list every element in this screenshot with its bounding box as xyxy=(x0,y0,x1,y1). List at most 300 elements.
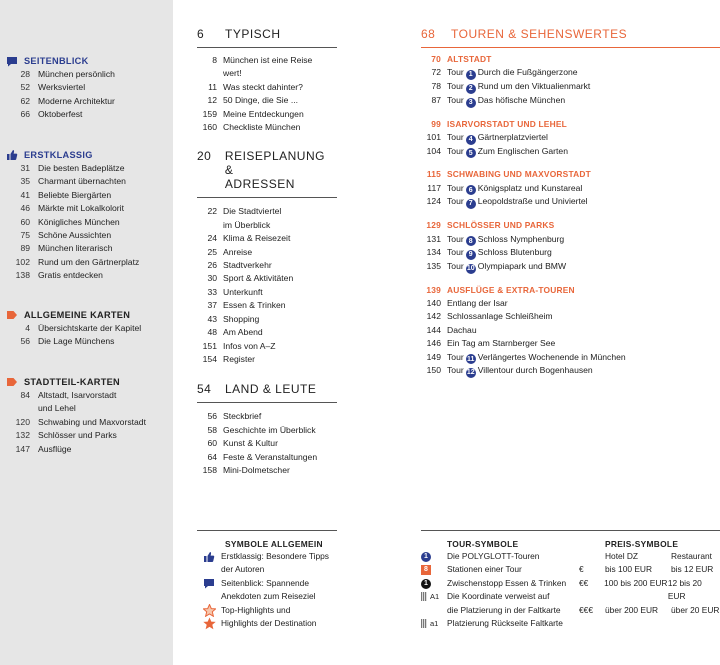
item-label: Checkliste München xyxy=(223,122,301,133)
price-hotel: 100 bis 200 EUR xyxy=(604,577,668,588)
list-item xyxy=(0,242,173,255)
list-item xyxy=(421,94,720,108)
star-outline-icon xyxy=(197,604,221,617)
group-page: 70 xyxy=(431,54,441,64)
legend-spacer xyxy=(197,563,221,576)
price-symbol: €€ xyxy=(579,577,589,588)
list-item xyxy=(0,108,173,121)
item-label: München literarisch xyxy=(38,243,113,254)
erstklassig-heading xyxy=(0,148,173,162)
tour-title: Ein Tag am Starnberger See xyxy=(447,338,556,349)
page-number: 84 xyxy=(20,390,30,400)
tour-title: Villentour durch Bogenhausen xyxy=(477,365,593,376)
page-number: 62 xyxy=(20,95,30,106)
item-label: Gratis entdecken xyxy=(38,270,103,281)
item-label xyxy=(447,145,720,159)
page-number: 120 xyxy=(15,416,30,427)
item-label xyxy=(447,351,720,365)
reiseplanung-title-line2: ADRESSEN xyxy=(224,177,295,192)
page-number: 30 xyxy=(207,273,217,284)
tour-title: Gärtnerplatzviertel xyxy=(477,131,548,142)
item-label: Moderne Architektur xyxy=(38,95,115,106)
legend-preis-list xyxy=(579,563,720,617)
list-item xyxy=(197,464,337,477)
page-number: 43 xyxy=(207,313,217,324)
item-label: München persönlich xyxy=(38,69,115,79)
reiseplanung-heading xyxy=(197,149,337,198)
page-number: 28 xyxy=(20,69,30,79)
item-label: Mini-Dolmetscher xyxy=(223,464,290,475)
food-stop-icon: 1 xyxy=(421,579,431,589)
item-label: Stadtverkehr xyxy=(223,260,272,271)
legend-row xyxy=(421,577,590,590)
list-item xyxy=(0,81,173,94)
item-label xyxy=(447,364,720,378)
tour-symbol xyxy=(421,563,447,576)
legend-row xyxy=(421,550,590,563)
page-number: 60 xyxy=(20,216,30,227)
page-number: 147 xyxy=(15,443,30,454)
group-title: ISARVORSTADT UND LEHEL xyxy=(447,118,567,129)
list-item xyxy=(0,95,173,108)
page-number: 144 xyxy=(426,324,441,335)
legend-spacer xyxy=(197,590,221,603)
list-item xyxy=(0,269,173,282)
page-number: 41 xyxy=(20,189,30,200)
item-label: Shopping xyxy=(223,313,260,324)
page-number xyxy=(0,402,38,415)
typisch-title: TYPISCH xyxy=(225,27,281,41)
toc-column-right xyxy=(421,0,720,378)
page-number: 56 xyxy=(207,411,217,422)
tour-title: Königsplatz und Kunstareal xyxy=(477,182,583,193)
tour-number-badge: 9 xyxy=(466,250,476,260)
page-number: 135 xyxy=(426,260,441,271)
legend-row xyxy=(421,617,590,630)
touren-page: 68 xyxy=(421,27,436,41)
reiseplanung-title xyxy=(225,149,337,191)
list-item xyxy=(421,233,720,247)
group-title: SCHLÖSSER UND PARKS xyxy=(447,220,555,231)
sidebar xyxy=(0,0,173,665)
item-label xyxy=(447,131,720,145)
item-label: Meine Entdeckungen xyxy=(223,108,304,119)
list-item xyxy=(0,416,173,429)
touren-heading xyxy=(421,27,720,48)
price-restaurant: bis 12 EUR xyxy=(671,564,714,575)
legend-row xyxy=(421,590,590,603)
seitenblick-title: SEITENBLICK xyxy=(24,56,89,66)
legend-tour xyxy=(421,530,590,630)
legend-row xyxy=(197,563,337,576)
legend-row xyxy=(197,577,337,590)
tour-title: Schloss Nymphenburg xyxy=(477,233,565,244)
item-label xyxy=(447,246,720,260)
item-label: Altstadt, Isarvorstadt xyxy=(38,390,117,400)
legend-allgemein-title: SYMBOLE ALLGEMEIN xyxy=(225,539,323,549)
tour-number-badge: 4 xyxy=(466,135,476,145)
tour-group-heading xyxy=(421,168,720,181)
star-filled-icon xyxy=(197,617,221,630)
item-label: 50 Dinge, die Sie ... xyxy=(223,95,299,106)
item-label: Die besten Badeplätze xyxy=(38,163,125,173)
typisch-heading xyxy=(197,27,337,48)
page-number xyxy=(197,67,223,80)
item-label: Anreise xyxy=(223,246,253,257)
legend-text: Seitenblick: Spannende xyxy=(221,577,310,588)
list-item xyxy=(197,410,337,423)
item-label xyxy=(447,80,720,94)
item-label: Die Stadtviertel xyxy=(223,206,282,217)
tour-number-badge: 10 xyxy=(466,264,475,272)
allgemeine-karten-section xyxy=(0,308,173,349)
page-number: 160 xyxy=(202,122,217,133)
tour-label: Tour xyxy=(447,94,464,105)
list-item xyxy=(197,340,337,353)
tour-title: Olympiapark und BMW xyxy=(477,260,567,271)
legend-row xyxy=(197,617,337,630)
tour-group-heading xyxy=(421,53,720,66)
reiseplanung-page: 20 xyxy=(197,149,212,164)
legend-preis-header xyxy=(579,550,720,563)
price-restaurant: über 20 EUR xyxy=(671,604,720,615)
tour-label: Tour xyxy=(447,365,464,376)
erstklassig-list xyxy=(0,162,173,283)
list-item xyxy=(421,131,720,145)
tour-title: Schlossanlage Schleißheim xyxy=(447,311,553,322)
list-item xyxy=(0,429,173,442)
item-label: Oktoberfest xyxy=(38,109,83,120)
item-label xyxy=(447,337,720,350)
group-page: 99 xyxy=(431,118,441,129)
legend-text: Erstklassig: Besondere Tipps xyxy=(221,551,329,561)
list-item xyxy=(0,162,173,175)
list-item xyxy=(421,182,720,196)
item-label: Schwabing und Maxvorstadt xyxy=(38,416,146,427)
page-number: 37 xyxy=(207,300,217,311)
tour-symbol xyxy=(421,577,447,590)
list-item xyxy=(197,81,337,94)
item-label: im Überblick xyxy=(223,219,271,230)
toc-column-middle xyxy=(197,0,337,477)
page-number: 149 xyxy=(426,351,441,362)
tour-label: Tour xyxy=(447,196,464,207)
list-item xyxy=(0,322,173,335)
tour-group-heading xyxy=(421,118,720,131)
list-item xyxy=(197,259,337,272)
list-item xyxy=(197,219,337,232)
seitenblick-list xyxy=(0,68,173,122)
legend-text: Highlights der Destination xyxy=(221,618,317,629)
page-number: 151 xyxy=(202,340,217,351)
list-item xyxy=(421,195,720,209)
list-item xyxy=(0,68,173,81)
coordinate-label: a1 xyxy=(430,619,439,629)
tour-number-badge: 12 xyxy=(466,369,475,377)
legend-text: der Autoren xyxy=(221,564,265,575)
tour-label: Tour xyxy=(447,260,464,271)
legend-text: Die Koordinate verweist auf xyxy=(447,591,550,602)
page-number: 56 xyxy=(20,336,30,347)
coordinate-label: A1 xyxy=(430,592,440,602)
landleute-heading xyxy=(197,382,337,403)
item-label: Beliebte Biergärten xyxy=(38,189,112,200)
page-number: 150 xyxy=(426,365,441,376)
list-item xyxy=(197,451,337,464)
tour-group-heading xyxy=(421,219,720,232)
item-label: Am Abend xyxy=(223,327,263,338)
tour-number-badge: 7 xyxy=(466,199,476,209)
list-item xyxy=(421,324,720,337)
tour-label: Tour xyxy=(447,131,464,142)
map-marker-icon xyxy=(0,310,24,320)
legend-preis xyxy=(579,530,720,617)
list-item xyxy=(197,108,337,121)
item-label: Sport & Aktivitäten xyxy=(223,273,294,284)
station-square-icon: 8 xyxy=(421,565,431,575)
group-page: 139 xyxy=(426,284,441,295)
page-number: 134 xyxy=(426,247,441,258)
list-item xyxy=(197,353,337,366)
item-label: Märkte mit Lokalkolorit xyxy=(38,203,124,214)
page-number xyxy=(197,219,223,232)
page-number: 48 xyxy=(207,327,217,338)
legend-text: Platzierung Rückseite Faltkarte xyxy=(447,618,563,629)
list-item xyxy=(0,256,173,269)
page-number: 78 xyxy=(431,81,441,92)
page-number: 89 xyxy=(20,243,30,254)
item-label xyxy=(447,182,720,196)
thumbs-up-icon xyxy=(0,149,24,161)
list-item xyxy=(197,246,337,259)
page-number: 4 xyxy=(25,323,30,333)
tour-symbol xyxy=(421,604,447,617)
list-item xyxy=(421,310,720,323)
speech-bubble-icon xyxy=(197,577,221,590)
item-label xyxy=(447,297,720,310)
tour-number-badge: 3 xyxy=(466,98,476,108)
tour-label: Tour xyxy=(447,182,464,193)
erstklassig-section xyxy=(0,148,173,283)
tour-number-badge: 1 xyxy=(466,70,476,80)
thumbs-up-icon xyxy=(197,550,221,563)
legend-text: Stationen einer Tour xyxy=(447,564,522,575)
list-item xyxy=(197,286,337,299)
list-item xyxy=(421,351,720,365)
touren-title: TOUREN & SEHENSWERTES xyxy=(451,27,628,41)
item-label: Infos von A–Z xyxy=(223,340,276,351)
item-label: und Lehel xyxy=(38,403,76,414)
item-label xyxy=(447,310,720,323)
item-label: Die Lage Münchens xyxy=(38,336,115,347)
legend-row xyxy=(421,563,590,576)
item-label: Schlösser und Parks xyxy=(38,430,117,441)
item-label: Schöne Aussichten xyxy=(38,230,112,241)
item-label: Steckbrief xyxy=(223,411,262,422)
list-item xyxy=(421,337,720,350)
item-label: Übersichtskarte der Kapitel xyxy=(38,323,142,333)
list-item xyxy=(421,145,720,159)
list-item xyxy=(421,246,720,260)
tour-number-badge: 2 xyxy=(466,84,476,94)
list-item xyxy=(0,402,173,415)
list-item xyxy=(197,424,337,437)
page-number: 58 xyxy=(207,424,217,435)
list-item xyxy=(0,443,173,456)
page-number: 131 xyxy=(426,233,441,244)
legend-allgemein xyxy=(197,530,337,630)
page-number: 87 xyxy=(431,94,441,105)
list-item xyxy=(197,121,337,134)
item-label: Rund um den Gärtnerplatz xyxy=(38,256,140,267)
page-number: 142 xyxy=(426,311,441,322)
tour-title: Verlängertes Wochenende in München xyxy=(477,351,626,362)
list-item xyxy=(197,272,337,285)
price-restaurant: 12 bis 20 EUR xyxy=(667,577,702,602)
page-number: 124 xyxy=(426,196,441,207)
list-item xyxy=(0,216,173,229)
legend-row xyxy=(579,604,720,617)
item-label xyxy=(447,324,720,337)
page-number: 75 xyxy=(20,230,30,241)
list-item xyxy=(197,299,337,312)
page-number: 159 xyxy=(202,108,217,119)
tour-symbol xyxy=(421,590,447,603)
preis-header-hotel: Hotel DZ xyxy=(605,551,639,561)
item-label xyxy=(447,195,720,209)
page-number: 24 xyxy=(207,233,217,244)
legend-text: Die POLYGLOTT-Touren xyxy=(447,551,540,561)
item-label: Kunst & Kultur xyxy=(223,438,278,449)
legend-row xyxy=(197,550,337,563)
legend-row xyxy=(197,604,337,617)
page-number: 33 xyxy=(207,286,217,297)
preis-header-restaurant: Restaurant xyxy=(671,551,712,561)
reiseplanung-title-line1: REISEPLANUNG & xyxy=(224,149,325,178)
typisch-list xyxy=(197,54,337,134)
tour-title: Leopoldstraße und Univiertel xyxy=(477,196,588,207)
item-label: Essen & Trinken xyxy=(223,300,286,311)
item-label: Register xyxy=(223,353,255,364)
page-number: 64 xyxy=(207,451,217,462)
list-item xyxy=(421,66,720,80)
page-number: 26 xyxy=(207,260,217,271)
legend-row xyxy=(421,604,590,617)
item-label: Was steckt dahinter? xyxy=(223,81,303,92)
legend-preis-title: PREIS-SYMBOLE xyxy=(605,539,679,549)
item-label: Geschichte im Überblick xyxy=(223,424,316,435)
group-title: SCHWABING UND MAXVORSTADT xyxy=(447,169,591,180)
landleute-title: LAND & LEUTE xyxy=(225,382,317,397)
item-label xyxy=(447,94,720,108)
tour-label: Tour xyxy=(447,67,464,78)
tour-number-badge: 5 xyxy=(466,148,476,158)
legend-row xyxy=(579,577,720,604)
legend-tour-list xyxy=(421,550,590,630)
page-number: 35 xyxy=(20,176,30,187)
group-title: ALTSTADT xyxy=(447,54,492,64)
page-number: 117 xyxy=(427,182,441,193)
tour-label: Tour xyxy=(447,247,464,258)
list-item xyxy=(421,364,720,378)
item-label: München ist eine Reise xyxy=(223,55,313,65)
legend-text: Anekdoten zum Reiseziel xyxy=(221,591,316,602)
page-number: 11 xyxy=(208,81,217,92)
tour-title: Rund um den Viktualienmarkt xyxy=(477,81,591,92)
landleute-page: 54 xyxy=(197,382,212,397)
list-item xyxy=(197,232,337,245)
item-label: Charmant übernachten xyxy=(38,176,126,187)
item-label: Werksviertel xyxy=(38,82,86,93)
allgemeine-karten-list xyxy=(0,322,173,349)
erstklassig-title: ERSTKLASSIG xyxy=(24,150,93,160)
allgemeine-karten-heading xyxy=(0,308,173,322)
page-number: 12 xyxy=(207,95,217,106)
legend-allgemein-list xyxy=(197,550,337,630)
seitenblick-heading xyxy=(0,54,173,68)
tour-number-badge: 11 xyxy=(467,355,475,363)
list-item xyxy=(0,202,173,215)
list-item xyxy=(197,54,337,67)
page-number: 140 xyxy=(426,298,441,309)
speech-bubble-icon xyxy=(0,56,24,67)
list-item xyxy=(197,313,337,326)
touren-list xyxy=(421,53,720,378)
tour-title: Dachau xyxy=(447,324,477,335)
page-number: 25 xyxy=(207,246,217,257)
item-label xyxy=(447,260,720,274)
item-label xyxy=(447,66,720,80)
tour-label: Tour xyxy=(447,145,464,156)
item-label: Klima & Reisezeit xyxy=(223,233,291,244)
list-item xyxy=(0,189,173,202)
legend-row xyxy=(579,563,720,576)
landleute-list xyxy=(197,410,337,477)
list-item xyxy=(0,389,173,402)
page-number: 52 xyxy=(20,82,30,93)
legend-text: die Platzierung in der Faltkarte xyxy=(447,604,561,615)
page-number: 138 xyxy=(15,270,30,281)
tour-title: Zum Englischen Garten xyxy=(477,145,568,156)
list-item xyxy=(197,67,337,80)
price-symbol: € xyxy=(579,564,584,575)
legend-tour-title: TOUR-SYMBOLE xyxy=(447,539,519,549)
item-label: Königliches München xyxy=(38,216,120,227)
page-number: 158 xyxy=(202,464,217,475)
tour-group-heading xyxy=(421,284,720,297)
allgemeine-karten-title: ALLGEMEINE KARTEN xyxy=(24,310,131,320)
tour-label: Tour xyxy=(447,351,464,362)
tour-title: Das höfische München xyxy=(477,94,566,105)
tour-title: Schloss Blutenburg xyxy=(477,247,552,258)
tour-symbol xyxy=(421,550,447,563)
tour-circle-icon: 1 xyxy=(421,552,431,562)
group-title: AUSFLÜGE & EXTRA-TOUREN xyxy=(447,284,575,295)
tour-title: Durch die Fußgängerzone xyxy=(477,67,578,78)
list-item xyxy=(0,335,173,348)
page-number: 72 xyxy=(431,67,441,78)
tour-number-badge: 6 xyxy=(466,185,476,195)
legend-text: Zwischenstopp Essen & Trinken xyxy=(447,577,567,588)
stadtteil-karten-list xyxy=(0,389,173,456)
map-marker-icon xyxy=(0,377,24,387)
stadtteil-karten-title: STADTTEIL-KARTEN xyxy=(24,377,120,387)
list-item xyxy=(197,205,337,218)
typisch-page: 6 xyxy=(197,27,205,41)
page-number: 102 xyxy=(15,256,30,267)
reiseplanung-list xyxy=(197,205,337,366)
seitenblick-section xyxy=(0,54,173,122)
